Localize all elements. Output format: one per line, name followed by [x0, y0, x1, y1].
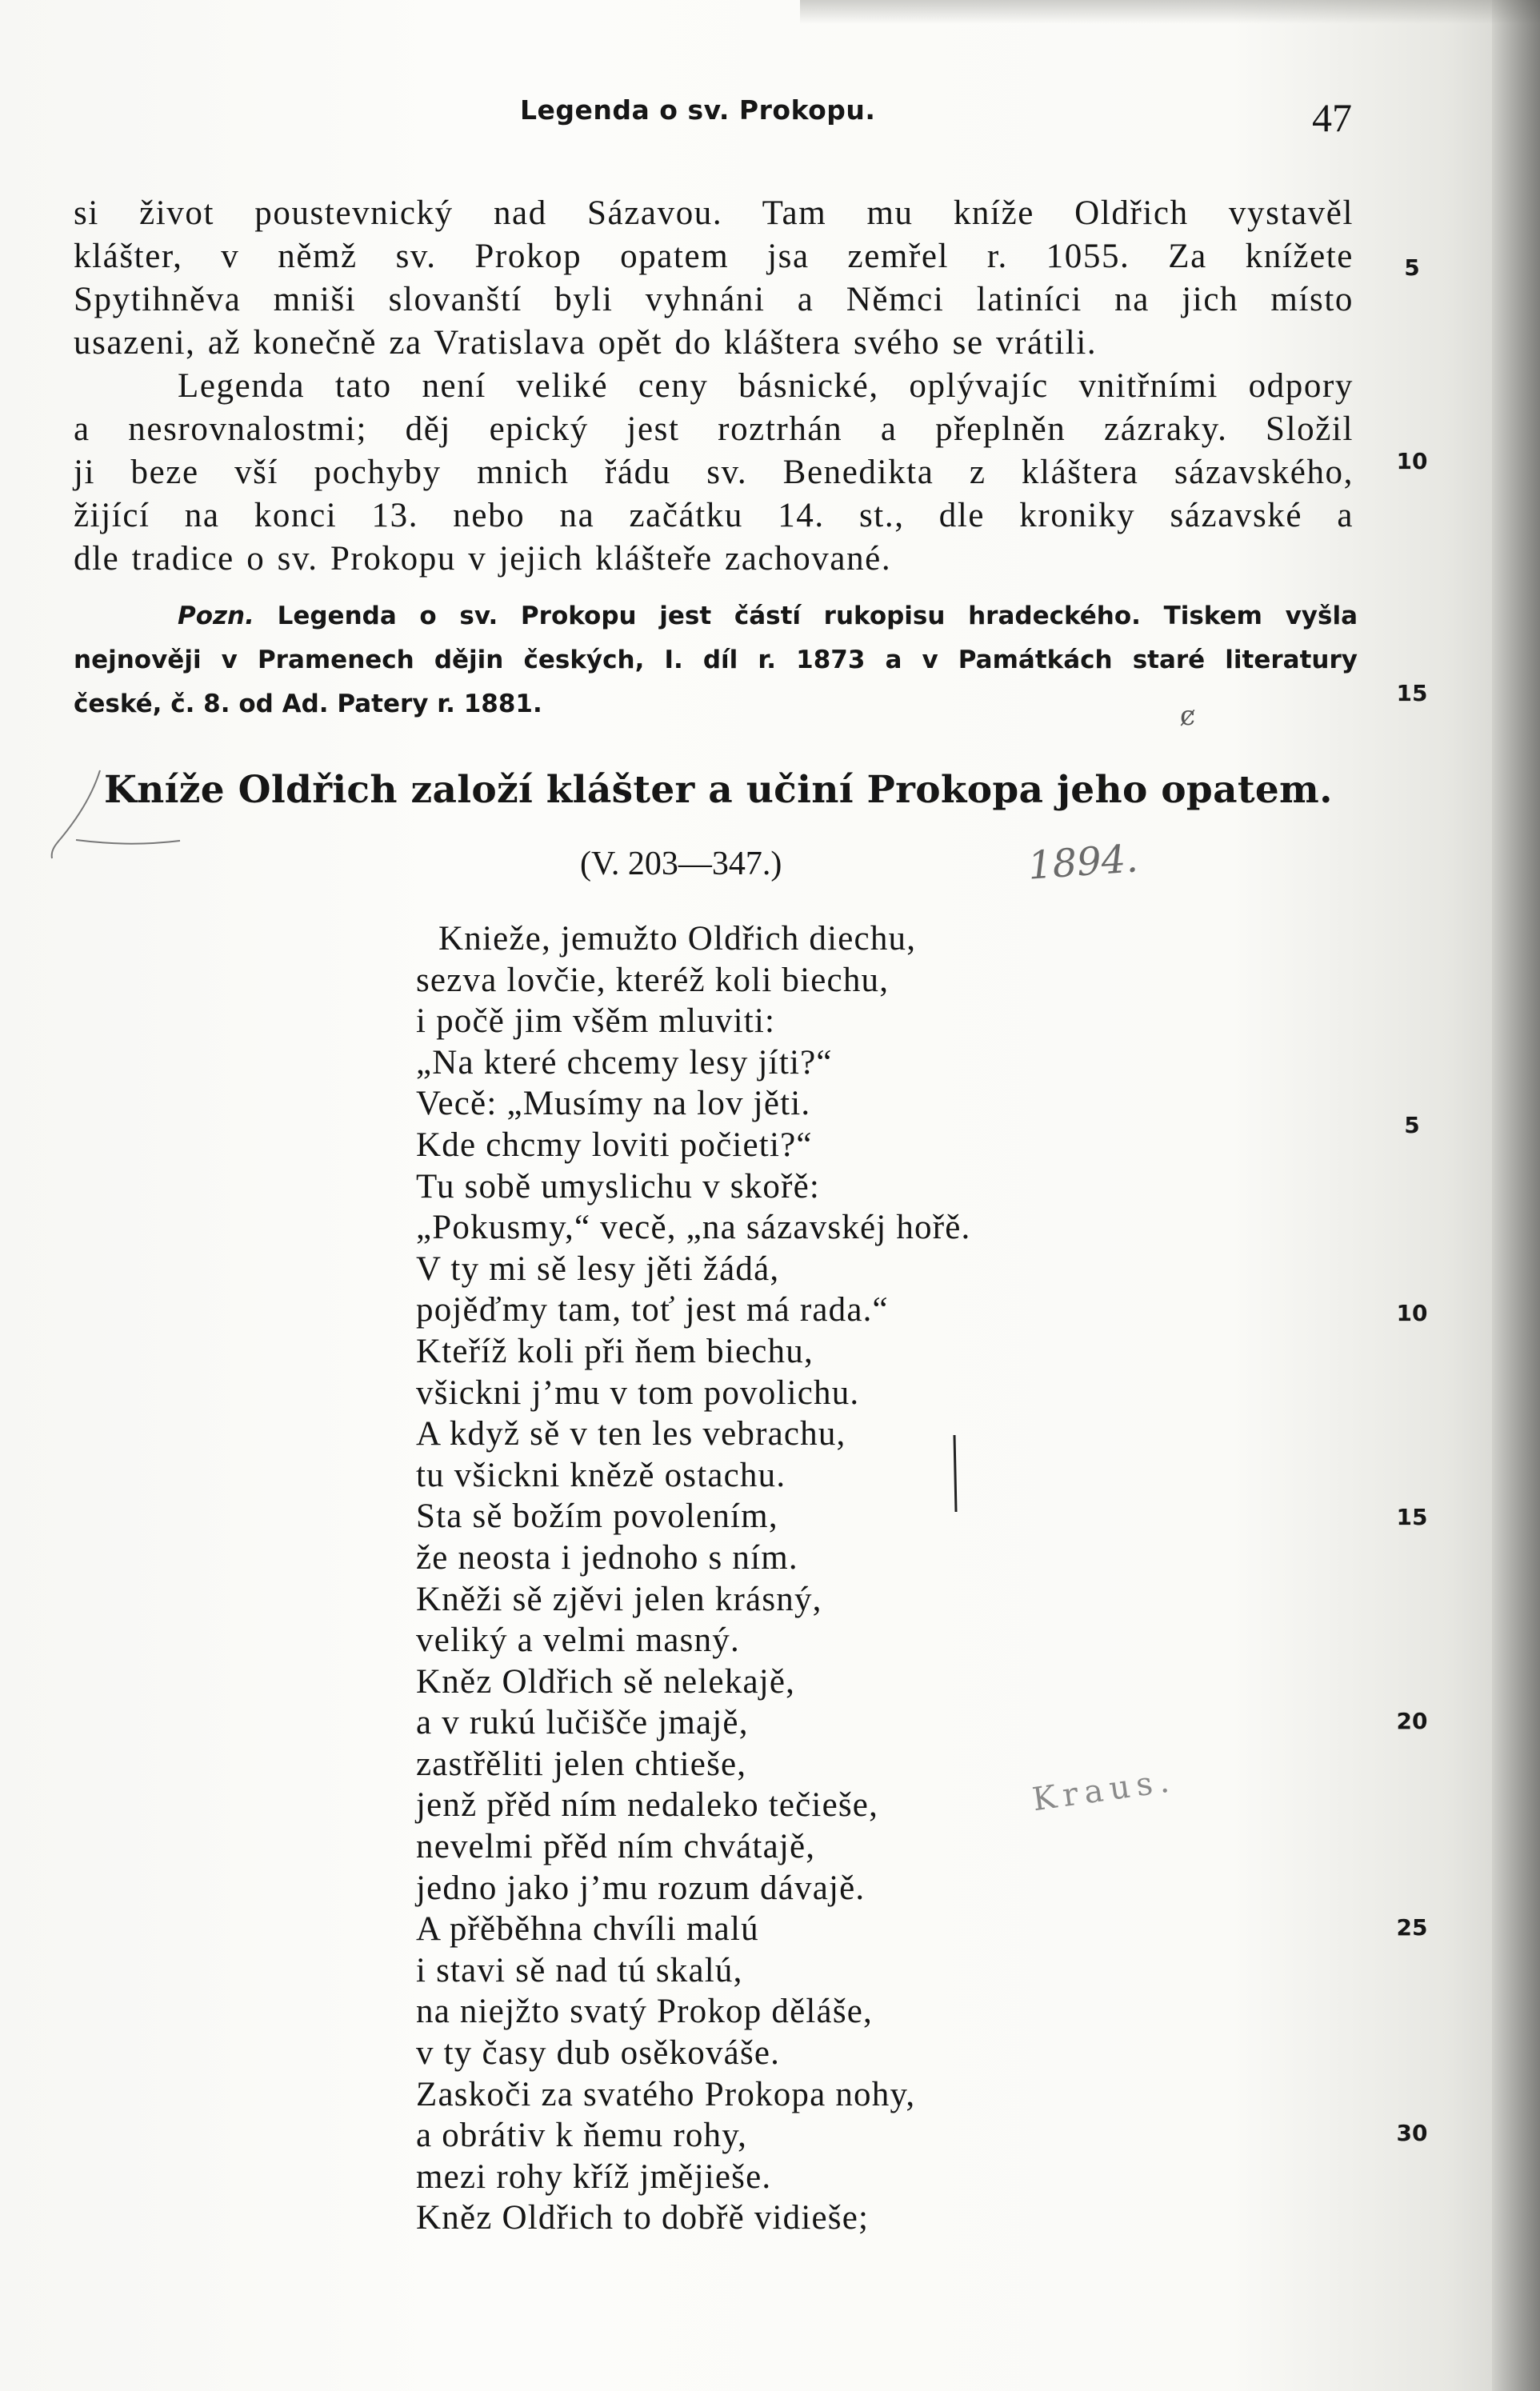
intro-line: si život poustevnický nad Sázavou. Tam mu kníže Oldřich vystavěl [74, 194, 1354, 232]
section-title: Kníže Oldřich založí klášter a učiní Prokopa jeho opatem. [104, 768, 1333, 812]
intro-line: Legenda tato není veliké ceny básnické, oplývajíc vnitřními odpory [178, 367, 1354, 405]
pencil-annotation-name: Kraus. [1030, 1761, 1178, 1819]
intro-paragraph [74, 192, 1354, 581]
intro-line-number: 5 [1404, 254, 1420, 281]
intro-line: ji beze vší pochyby mnich řádu sv. Benedikta z kláštera sázavského, [74, 454, 1354, 491]
verse-line: mezi rohy kříž jmějieše. [416, 2157, 772, 2196]
verse-line: zastřěliti jelen chtieše, [416, 1745, 747, 1783]
verse-line: i stavi sě nad tú skalú, [416, 1951, 743, 1989]
verse-line-number: 20 [1396, 1708, 1428, 1734]
verse-line-number: 10 [1396, 1300, 1428, 1326]
verse-line-number: 15 [1396, 1504, 1428, 1530]
verse-line: na niejžto svatý Prokop děláše, [416, 1993, 873, 2031]
verse-line: nevelmi přěd ním chvátajě, [416, 1828, 816, 1866]
page-right-edge-shadow [1492, 0, 1540, 2391]
intro-line: dle tradice o sv. Prokopu v jejich klášteře zachované. [74, 540, 892, 578]
verse-range: (V. 203—347.) [580, 846, 782, 882]
verse-line: Kteříž koli při ňem biechu, [416, 1332, 814, 1370]
verse-line: Knieže, jemužto Oldřich diechu, [438, 920, 917, 958]
intro-line-number: 10 [1396, 448, 1428, 474]
verse-line: Sta sě božím povolením, [416, 1497, 778, 1536]
note-line: nejnověji v Pramenech dějin českých, I. díl r. 1873 a v Památkách staré literatury [74, 646, 1358, 674]
footnote [74, 594, 1358, 726]
intro-line: žijící na konci 13. nebo na začátku 14. st., dle kroniky sázavské a [74, 497, 1354, 534]
verse-line: jenž přěd ním nedaleko tečieše, [416, 1786, 879, 1825]
verse-line: tu všickni knězě ostachu. [416, 1456, 786, 1494]
verse-line: Zaskoči za svatého Prokopa nohy, [416, 2075, 916, 2113]
verse-line: a v rukú lučišče jmajě, [416, 1704, 749, 1742]
verse-line: Kněz Oldřich sě nelekajě, [416, 1662, 796, 1701]
note-line: české, č. 8. od Ad. Patery r. 1881. [74, 690, 542, 718]
pencil-annotation-number: 1894. [1026, 836, 1140, 889]
verse-line: jedno jako j’mu rozum dávajě. [416, 1869, 866, 1907]
verse-line: i počě jim všěm mluviti: [416, 1002, 776, 1041]
verse-line: A když sě v ten les vebrachu, [416, 1415, 846, 1453]
verse-line: veliký a velmi masný. [416, 1621, 740, 1660]
running-title: Legenda o sv. Prokopu. [520, 94, 876, 126]
intro-line: a nesrovnalostmi; děj epický jest roztrhán a přeplněn zázraky. Složil [74, 410, 1354, 448]
verse-line: V ty mi sě lesy jěti žádá, [416, 1249, 780, 1288]
verse-line: Tu sobě umyslichu v skořě: [416, 1167, 821, 1205]
pencil-mark-icon: ȼ [1180, 700, 1196, 732]
page-number: 47 [1312, 95, 1352, 140]
verse-block [416, 918, 971, 2239]
verse-line: Kněz Oldřich to dobřě vidieše; [416, 2199, 870, 2237]
verse-line: Kněži sě zjěvi jelen krásný, [416, 1580, 822, 1618]
note-label: Pozn. [178, 602, 254, 630]
pencil-vertical-mark [948, 1432, 964, 1520]
verse-line-number: 30 [1396, 2120, 1428, 2146]
verse-line: „Na které chcemy lesy jíti?“ [416, 1043, 833, 1082]
verse-line: Kde chcmy loviti počieti?“ [416, 1126, 813, 1164]
verse-line: Vecě: „Musímy na lov jěti. [416, 1085, 811, 1123]
intro-line: Spytihněva mniši slovanští byli vyhnáni a Němci latiníci na jich místo [74, 281, 1354, 318]
verse-line-number: 5 [1404, 1112, 1420, 1138]
intro-line: usazeni, až konečně za Vratislava opět do kláštera svého se vrátili. [74, 324, 1098, 362]
verse-line: a obrátiv k ňemu rohy, [416, 2117, 748, 2155]
verse-line: všickni j’mu v tom povolichu. [416, 1373, 860, 1412]
verse-line: sezva lovčie, kteréž koli biechu, [416, 961, 890, 999]
verse-line: v ty časy dub osěkováše. [416, 2034, 781, 2073]
verse-line: že neosta i jednoho s ním. [416, 1538, 798, 1577]
verse-line: A přěběhna chvíli malú [416, 1910, 759, 1949]
verse-line-number: 25 [1396, 1914, 1428, 1941]
verse-line: „Pokusmy,“ vecě, „na sázavskéj hořě. [416, 1209, 971, 1247]
verse-line: pojěďmy tam, toť jest má rada.“ [416, 1291, 889, 1329]
page-top-shadow [800, 0, 1540, 24]
intro-line: klášter, v němž sv. Prokop opatem jsa zemřel r. 1055. Za knížete [74, 238, 1354, 275]
note-line: Legenda o sv. Prokopu jest částí rukopisu hradeckého. Tiskem vyšla [277, 602, 1358, 630]
note-line-number: 15 [1396, 680, 1428, 706]
